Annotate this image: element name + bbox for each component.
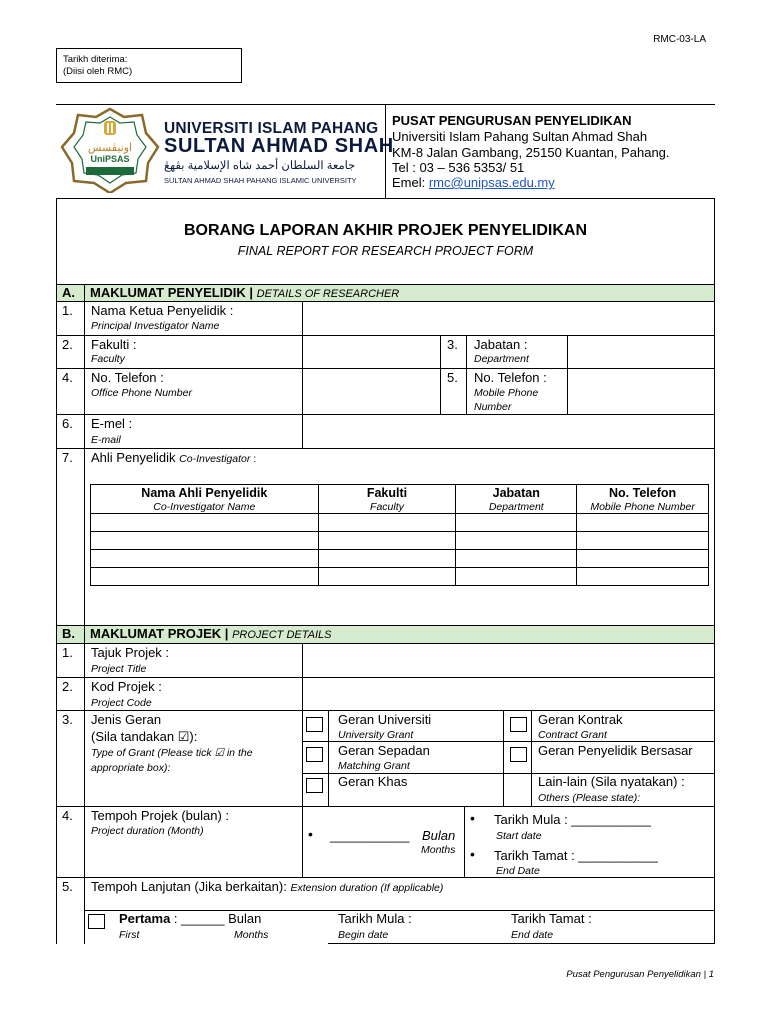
duration-bulan: Bulan	[422, 828, 456, 843]
address-line2: KM-8 Jalan Gambang, 25150 Kuantan, Pahang.	[392, 145, 670, 160]
department-field[interactable]	[569, 336, 714, 367]
column-header-faculty: Fakulti Faculty	[318, 485, 456, 514]
project-code-sublabel: Project Code	[91, 697, 152, 709]
email-field-label: E-mel :	[91, 416, 133, 431]
table-header-row	[91, 485, 709, 514]
email-field-sublabel: E-mail	[91, 434, 121, 446]
co-investigator-label: Ahli Penyelidik Co-Investigator :	[91, 450, 257, 465]
pi-name-label: Nama Ketua Penyelidik :	[91, 303, 234, 318]
special-grant-checkbox[interactable]	[306, 778, 323, 793]
email-link[interactable]: rmc@unipsas.edu.my	[428, 175, 555, 190]
label-column-line	[302, 301, 303, 448]
project-title-field[interactable]	[304, 644, 714, 676]
row-number: 4.	[62, 370, 73, 385]
logo-arabic-text: اونيڤسس	[87, 142, 133, 154]
row-number: 1.	[62, 645, 73, 660]
number-column-line	[84, 625, 85, 944]
section-a-letter: A.	[62, 285, 75, 300]
column-header-name: Nama Ahli Penyelidik Co-Investigator Name	[91, 485, 319, 514]
special-grant-label: Geran Khas	[338, 774, 408, 789]
start-date-sublabel: Start date	[496, 830, 542, 842]
matching-grant-checkbox[interactable]	[306, 747, 323, 762]
targeted-researcher-grant-checkbox[interactable]	[510, 747, 527, 762]
pi-name-field[interactable]	[304, 302, 714, 334]
table-row	[91, 514, 709, 532]
divider	[303, 741, 715, 742]
checkbox-column-line	[328, 710, 329, 806]
label-column-line	[302, 643, 303, 877]
co-investigator-table	[90, 484, 709, 586]
row-number: 1.	[62, 303, 73, 318]
divider	[328, 943, 715, 944]
row-number: 2.	[62, 679, 73, 694]
grant-type-instruction: (Sila tandakan ☑):	[91, 729, 198, 744]
project-duration-label: Tempoh Projek (bulan) :	[91, 808, 230, 823]
first-extension-months: Months	[234, 929, 269, 941]
project-duration-sublabel: Project duration (Month)	[91, 825, 204, 837]
extension-end-date-sublabel: End date	[511, 929, 554, 941]
university-logo	[60, 107, 160, 193]
form-title: BORANG LAPORAN AKHIR PROJEK PENYELIDIKAN	[184, 222, 587, 239]
contract-grant-checkbox[interactable]	[510, 717, 527, 732]
address-line1: Universiti Islam Pahang Sultan Ahmad Shah	[392, 129, 648, 144]
received-note: (Diisi oleh RMC)	[63, 66, 133, 77]
office-phone-field[interactable]	[304, 369, 439, 413]
received-label: Tarikh diterima:	[63, 54, 128, 65]
matching-grant-sublabel: Matching Grant	[338, 760, 410, 772]
checkbox-column-line	[503, 710, 504, 806]
section-b-title: MAKLUMAT PROJEK | PROJECT DETAILS	[90, 626, 332, 641]
other-grant-label: Lain-lain (Sila nyatakan) :	[538, 774, 685, 789]
row-number: 5.	[447, 370, 458, 385]
mobile-phone-sublabel: Mobile Phone	[474, 387, 539, 399]
university-grant-label: Geran Universiti	[338, 712, 432, 727]
bullet-icon: •	[470, 846, 475, 862]
office-title: PUSAT PENGURUSAN PENYELIDIKAN	[392, 113, 632, 128]
document-code: RMC-03-LA	[653, 34, 706, 45]
value-column-line	[567, 335, 568, 414]
section-a-title: MAKLUMAT PENYELIDIK | DETAILS OF RESEARCHER	[90, 285, 400, 300]
university-name-line1: UNIVERSITI ISLAM PAHANG	[164, 120, 379, 137]
mid-column-line	[466, 335, 467, 414]
first-extension-checkbox[interactable]	[88, 914, 105, 929]
section-b-letter: B.	[62, 626, 75, 641]
extension-label: Tempoh Lanjutan (Jika berkaitan): Extension duration (If applicable)	[91, 879, 444, 894]
office-phone-sublabel: Office Phone Number	[91, 387, 192, 399]
mobile-phone-sublabel-2: Number	[474, 401, 512, 413]
email-label: Emel:	[392, 175, 429, 190]
first-extension-sublabel: First	[119, 929, 140, 941]
pi-name-sublabel: Principal Investigator Name	[91, 320, 220, 332]
table-row	[91, 550, 709, 568]
column-header-phone: No. Telefon Mobile Phone Number	[577, 485, 709, 514]
project-title-label: Tajuk Projek :	[91, 645, 170, 660]
duration-blank[interactable]: ___________	[330, 828, 410, 843]
divider	[56, 448, 715, 449]
start-date-label[interactable]: Tarikh Mula : ___________	[494, 812, 651, 827]
department-sublabel: Department	[474, 353, 529, 365]
faculty-field[interactable]	[304, 336, 439, 367]
contract-grant-label: Geran Kontrak	[538, 712, 623, 727]
divider	[56, 710, 715, 711]
table-row	[91, 568, 709, 586]
end-date-label[interactable]: Tarikh Tamat : ___________	[494, 848, 658, 863]
other-grant-sublabel: Others (Please state):	[538, 792, 641, 804]
university-name-english: SULTAN AHMAD SHAH PAHANG ISLAMIC UNIVERSITY	[164, 176, 357, 185]
extension-begin-date-label[interactable]: Tarikh Mula :	[338, 911, 412, 926]
date-column-line	[464, 806, 465, 877]
bullet-icon: •	[308, 826, 313, 842]
form-subtitle: FINAL REPORT FOR RESEARCH PROJECT FORM	[237, 244, 534, 258]
project-code-label: Kod Projek :	[91, 679, 162, 694]
column-header-department: Jabatan Department	[456, 485, 577, 514]
divider	[56, 806, 715, 807]
row-number: 3.	[62, 712, 73, 727]
number-column-line	[84, 284, 85, 625]
row-number: 6.	[62, 416, 73, 431]
table-row	[91, 532, 709, 550]
row-number: 3.	[447, 337, 458, 352]
office-telephone: Tel : 03 – 536 5353/ 51	[392, 160, 525, 175]
department-label: Jabatan :	[474, 337, 528, 352]
grant-type-sublabel-2: appropriate box):	[91, 762, 171, 774]
end-date-sublabel: End Date	[496, 865, 540, 877]
row-number: 2.	[62, 337, 73, 352]
faculty-label: Fakulti :	[91, 337, 137, 352]
project-title-sublabel: Project Title	[91, 663, 147, 675]
first-extension-label: Pertama : ______ Bulan	[119, 911, 262, 926]
bullet-icon: •	[470, 810, 475, 826]
mobile-phone-label: No. Telefon :	[474, 370, 547, 385]
logo-badge-text: UniPSAS	[90, 154, 130, 164]
contract-grant-sublabel: Contract Grant	[538, 729, 607, 741]
university-name-line2: SULTAN AHMAD SHAH	[164, 135, 394, 157]
office-email	[392, 175, 555, 190]
row-number: 4.	[62, 808, 73, 823]
office-phone-label: No. Telefon :	[91, 370, 164, 385]
received-date-box	[56, 48, 242, 83]
page-footer: Pusat Pengurusan Penyelidikan | 1	[566, 969, 714, 980]
extension-begin-date-sublabel: Begin date	[338, 929, 389, 941]
row-number: 5.	[62, 879, 73, 894]
grant-type-label: Jenis Geran	[91, 712, 162, 727]
extension-end-date-label[interactable]: Tarikh Tamat :	[511, 911, 592, 926]
project-code-field[interactable]	[304, 678, 714, 709]
mid-column-line	[440, 335, 441, 414]
targeted-researcher-grant-label: Geran Penyelidik Bersasar	[538, 743, 693, 758]
university-grant-checkbox[interactable]	[306, 717, 323, 732]
matching-grant-label: Geran Sepadan	[338, 743, 430, 758]
university-name-arabic: جامعة السلطان أحمد شاه الإسلامية بڤهڠ	[164, 160, 356, 172]
divider	[56, 877, 715, 878]
university-grant-sublabel: University Grant	[338, 729, 414, 741]
grant-type-sublabel: Type of Grant (Please tick ☑ in the	[91, 747, 253, 759]
checkbox-column-line	[531, 710, 532, 806]
faculty-sublabel: Faculty	[91, 353, 125, 365]
email-input-field[interactable]	[304, 415, 714, 447]
duration-months: Months	[421, 844, 456, 856]
row-number: 7.	[62, 450, 73, 465]
mobile-phone-field[interactable]	[569, 369, 714, 413]
